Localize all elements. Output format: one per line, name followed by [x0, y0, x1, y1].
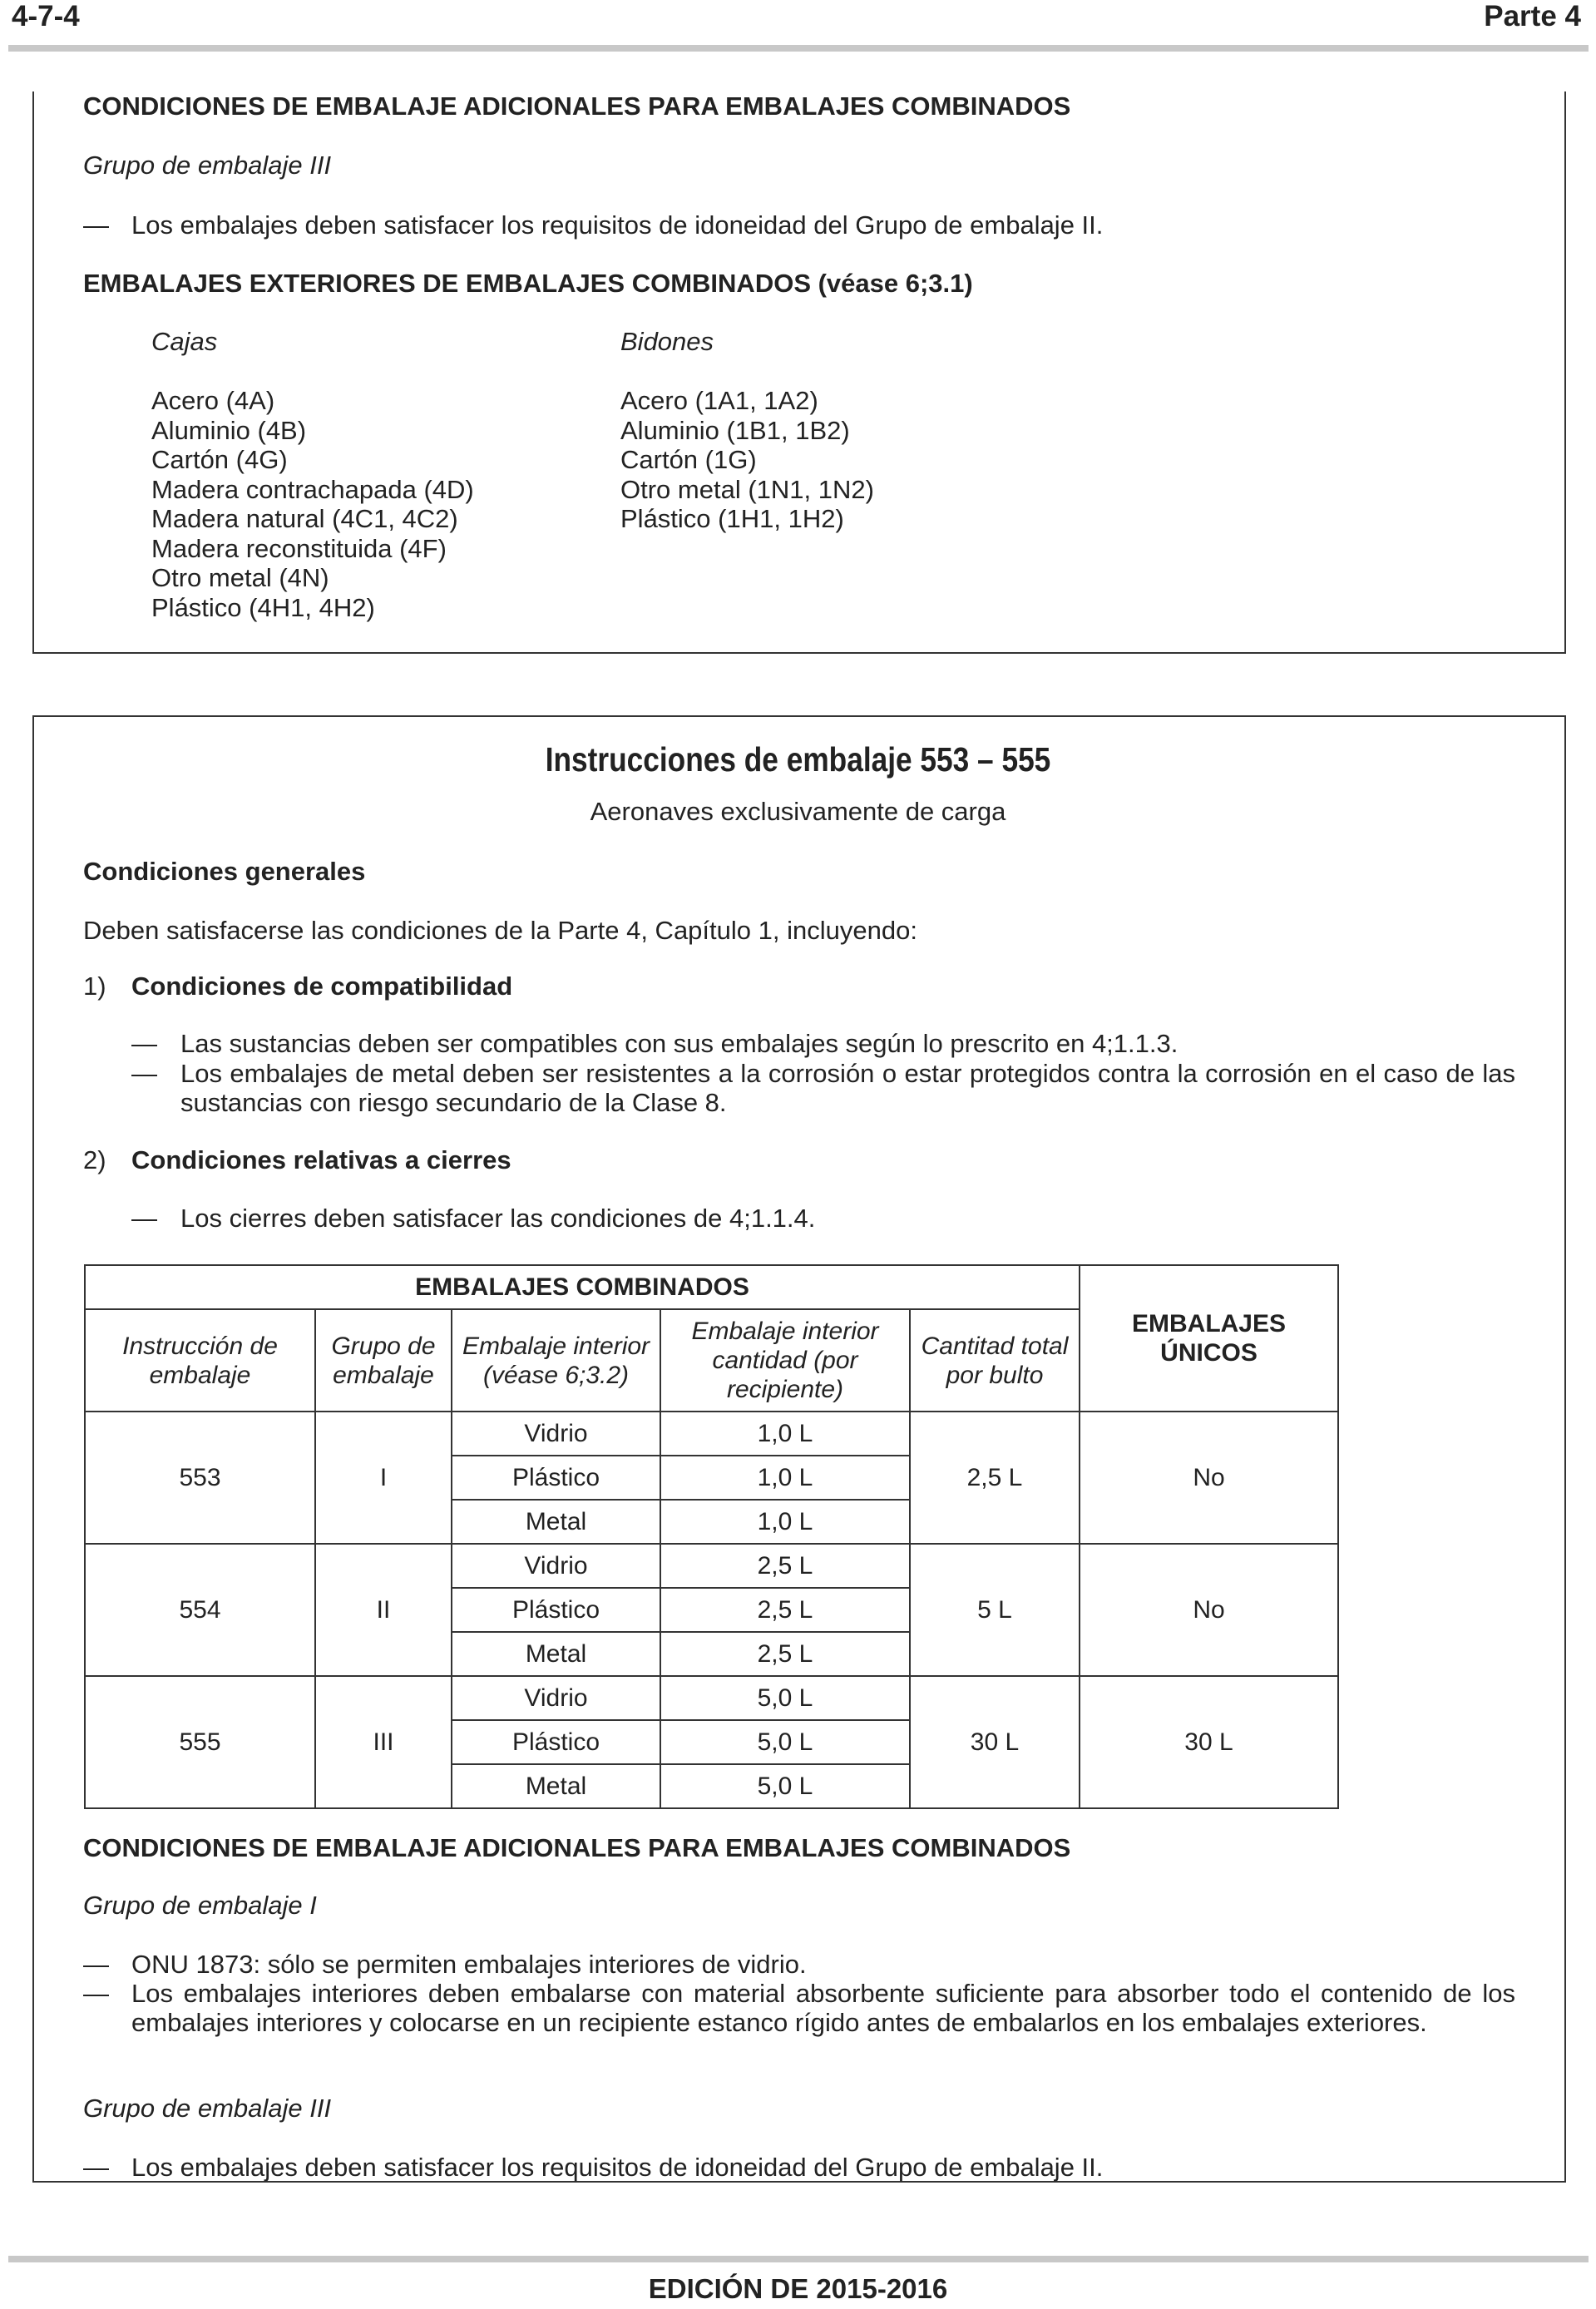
page-number: 4-7-4	[12, 0, 80, 32]
cajas-list	[151, 386, 474, 622]
inner-cell: Plástico	[452, 1456, 660, 1500]
list-item: Otro metal (4N)	[151, 563, 329, 592]
qty-header: Embalaje interior cantidad (por recipiente)	[660, 1309, 910, 1412]
bidones-title: Bidones	[620, 327, 714, 356]
inner-cell: Metal	[452, 1500, 660, 1544]
single-cell: 30 L	[1080, 1676, 1338, 1808]
combined-header: EMBALAJES COMBINADOS	[85, 1265, 1080, 1309]
s2-item1: Los cierres deben satisfacer las condiciones de 4;1.1.4.	[180, 1204, 816, 1233]
inner-cell: Metal	[452, 1764, 660, 1808]
top-heading: CONDICIONES DE EMBALAJE ADICIONALES PARA EMBALAJES COMBINADOS	[83, 91, 1071, 121]
list-item: Madera reconstituida (4F)	[151, 533, 447, 563]
top-requirement: Los embalajes deben satisfacer los requisitos de idoneidad del Grupo de embalaje II.	[131, 210, 1104, 240]
list-item: Plástico (4H1, 4H2)	[151, 592, 375, 622]
b-dash3: —	[83, 2153, 109, 2182]
group-cell: III	[315, 1676, 452, 1808]
group-label: Grupo de embalaje III	[83, 151, 332, 180]
inner-cell: Metal	[452, 1632, 660, 1676]
general-conditions-heading: Condiciones generales	[83, 857, 366, 886]
instruction-subtitle: Aeronaves exclusivamente de carga	[590, 797, 1006, 826]
qty-cell: 2,5 L	[660, 1544, 910, 1588]
inner-cell: Vidrio	[452, 1544, 660, 1588]
qty-cell: 5,0 L	[660, 1720, 910, 1764]
list-item: Acero (4A)	[151, 386, 275, 415]
list-item: Aluminio (4B)	[151, 415, 307, 445]
qty-cell: 2,5 L	[660, 1588, 910, 1632]
b-dash1: —	[83, 1950, 109, 1979]
qty-cell: 1,0 L	[660, 1500, 910, 1544]
group-cell: I	[315, 1412, 452, 1544]
b-item1: ONU 1873: sólo se permiten embalajes interiores de vidrio.	[131, 1950, 807, 1979]
total-cell: 30 L	[910, 1676, 1080, 1808]
total-cell: 2,5 L	[910, 1412, 1080, 1544]
s2-dash1: —	[131, 1204, 157, 1233]
list-item: Plástico (1H1, 1H2)	[620, 504, 844, 533]
list-item: Cartón (1G)	[620, 445, 757, 474]
list-item: Madera contrachapada (4D)	[151, 474, 474, 504]
qty-cell: 5,0 L	[660, 1676, 910, 1720]
qty-cell: 5,0 L	[660, 1764, 910, 1808]
group-header: Grupo de embalaje	[315, 1309, 452, 1412]
instruction-title: Instrucciones de embalaje 553 – 555	[545, 740, 1051, 779]
section2-title: Condiciones relativas a cierres	[131, 1145, 511, 1174]
single-cell: No	[1080, 1544, 1338, 1676]
footer-rule	[8, 2256, 1589, 2262]
list-item: Acero (1A1, 1A2)	[620, 386, 818, 415]
header-rule	[8, 45, 1589, 52]
b-item2: Los embalajes interiores deben embalarse con material absorbente suficiente para absorber todo el contenido de los embalajes interiores y colocarse en un recipiente estanco rígido antes de embalarlos en los embalajes exteriores.	[131, 1979, 1515, 2037]
instr-header: Instrucción de embalaje	[85, 1309, 315, 1412]
instr-cell: 555	[85, 1676, 315, 1808]
single-cell: No	[1080, 1412, 1338, 1544]
instr-cell: 554	[85, 1544, 315, 1676]
s1-dash1: —	[131, 1029, 157, 1058]
outer-packagings-heading: EMBALAJES EXTERIORES DE EMBALAJES COMBINADOS (véase 6;3.1)	[83, 269, 973, 298]
edition-footer: EDICIÓN DE 2015-2016	[648, 2273, 948, 2304]
inner-header: Embalaje interior (véase 6;3.2)	[452, 1309, 660, 1412]
s1-item2: Los embalajes de metal deben ser resistentes a la corrosión o estar protegidos contra la corrosión en el caso de las sustancias con riesgo secundario de la Clase 8.	[180, 1059, 1515, 1117]
total-header: Cantitad total por bulto	[910, 1309, 1080, 1412]
table-row	[85, 1412, 1338, 1456]
section2-number: 2)	[83, 1145, 106, 1174]
group-cell: II	[315, 1544, 452, 1676]
single-header: EMBALAJES ÚNICOS	[1080, 1265, 1338, 1412]
group3-label: Grupo de embalaje III	[83, 2094, 332, 2123]
cajas-title: Cajas	[151, 327, 218, 356]
table-row	[85, 1676, 1338, 1720]
qty-cell: 2,5 L	[660, 1632, 910, 1676]
qty-cell: 1,0 L	[660, 1412, 910, 1456]
bottom-heading: CONDICIONES DE EMBALAJE ADICIONALES PARA EMBALAJES COMBINADOS	[83, 1833, 1071, 1862]
qty-cell: 1,0 L	[660, 1456, 910, 1500]
intro-text: Deben satisfacerse las condiciones de la Parte 4, Capítulo 1, incluyendo:	[83, 916, 917, 945]
packing-table	[84, 1264, 1339, 1809]
list-item: Madera natural (4C1, 4C2)	[151, 504, 458, 533]
inner-cell: Plástico	[452, 1720, 660, 1764]
top-dash: —	[83, 210, 109, 240]
total-cell: 5 L	[910, 1544, 1080, 1676]
part-label: Parte 4	[1484, 0, 1581, 32]
list-item: Cartón (4G)	[151, 445, 288, 474]
section1-number: 1)	[83, 972, 106, 1001]
inner-cell: Plástico	[452, 1588, 660, 1632]
s1-dash2: —	[131, 1059, 157, 1088]
group1-label: Grupo de embalaje I	[83, 1891, 317, 1920]
instr-cell: 553	[85, 1412, 315, 1544]
list-item: Aluminio (1B1, 1B2)	[620, 415, 850, 445]
inner-cell: Vidrio	[452, 1412, 660, 1456]
table-row	[85, 1544, 1338, 1588]
s1-item1: Las sustancias deben ser compatibles con sus embalajes según lo prescrito en 4;1.1.3.	[180, 1029, 1178, 1058]
list-item: Otro metal (1N1, 1N2)	[620, 474, 874, 504]
b-item3: Los embalajes deben satisfacer los requisitos de idoneidad del Grupo de embalaje II.	[131, 2153, 1104, 2182]
section1-title: Condiciones de compatibilidad	[131, 972, 513, 1001]
bidones-list	[620, 386, 874, 534]
inner-cell: Vidrio	[452, 1676, 660, 1720]
b-dash2: —	[83, 1979, 109, 2008]
